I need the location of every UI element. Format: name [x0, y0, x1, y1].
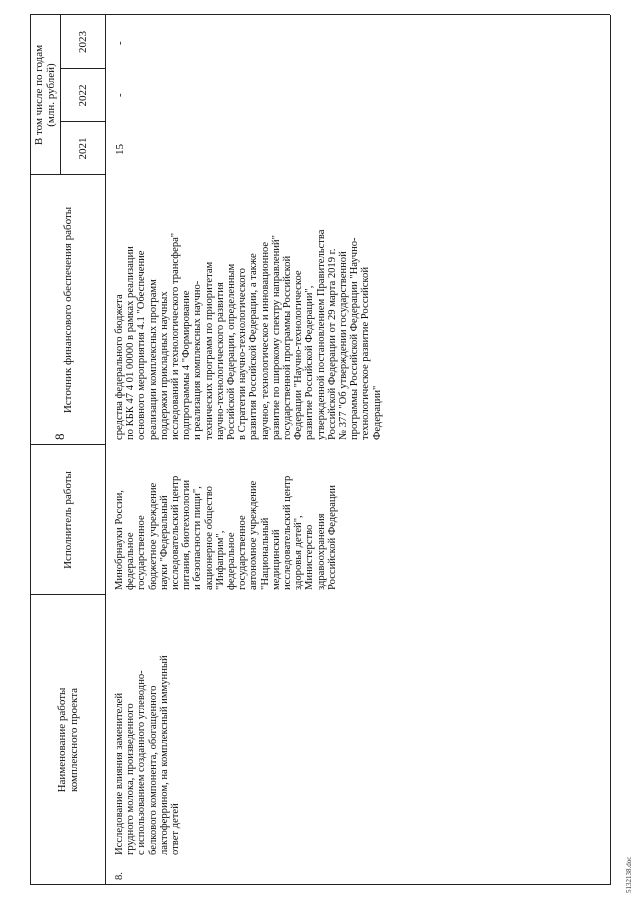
document-code: 5132138.doc — [625, 856, 633, 893]
header-executor: Исполнитель работы — [61, 471, 74, 569]
cell-executor: Минобрнауки России, федеральное государственное бюджетное учреждение науки "Федеральный исследовательский центр питания, биотехнологии и безопасности пищи", акционерное общество "Инфаприм", федеральное государственное автономное учреждение "Национальный медицинский исследовательский центр здоровья детей", Министерство здравоохранения Российской Федерации — [114, 475, 338, 590]
cell-value-2023: - — [114, 41, 126, 45]
header-year-2021: 2021 — [76, 137, 89, 160]
project-table — [30, 15, 610, 885]
table-bottom-border — [610, 15, 611, 885]
header-work-name: Наименование работы комплексного проекта — [55, 687, 80, 793]
row-number: 8. — [114, 872, 125, 880]
cell-source: средства федерального бюджета по КБК 47 4 01 00000 в рамках реализации основного мероприятия 4.1 "Обеспечение реализации комплексных программ поддержки прикладных научных исследований и технологического трансфера" подпрограммы 4 "Формирование и реализация комплексных научно- технических программ по приоритетам научно-технологического развития Российской Федерации, определенным в Стратегии научно-технологического развития Российской Федерации, а также научное, технологическое и инновационное развитие по широкому спектру направлений" государственной программы Российской Федерации "Научно-технологическое развитие Российской Федерации", утвержденной постановлением Правительства Российской Федерации от 29 марта 2019 г. № 377 "Об утверждении государственной программы Российской Федерации "Научно- технологическое развитие Российской Федерации" — [114, 229, 383, 440]
left-border — [30, 884, 610, 885]
header-year-2023: 2023 — [76, 31, 89, 53]
cell-work-name: Исследование влияния заменителей грудного молока, произведенного с использованием созданного углеводно- белкового компонента, обогащенного лактоферрином, на комплексный иммунный ответ детей — [114, 655, 182, 855]
header-years-group: В том числе по годам (млн. рублей) — [33, 44, 57, 146]
header-source: Источник финансового обеспечения работы — [61, 206, 74, 414]
page-number: 8 — [52, 433, 67, 440]
cell-value-2021: 15 — [114, 144, 126, 155]
header-year-2022: 2022 — [76, 84, 89, 107]
right-border — [30, 14, 610, 15]
header-bottom-border — [105, 15, 106, 885]
cell-value-2022: - — [114, 93, 126, 97]
